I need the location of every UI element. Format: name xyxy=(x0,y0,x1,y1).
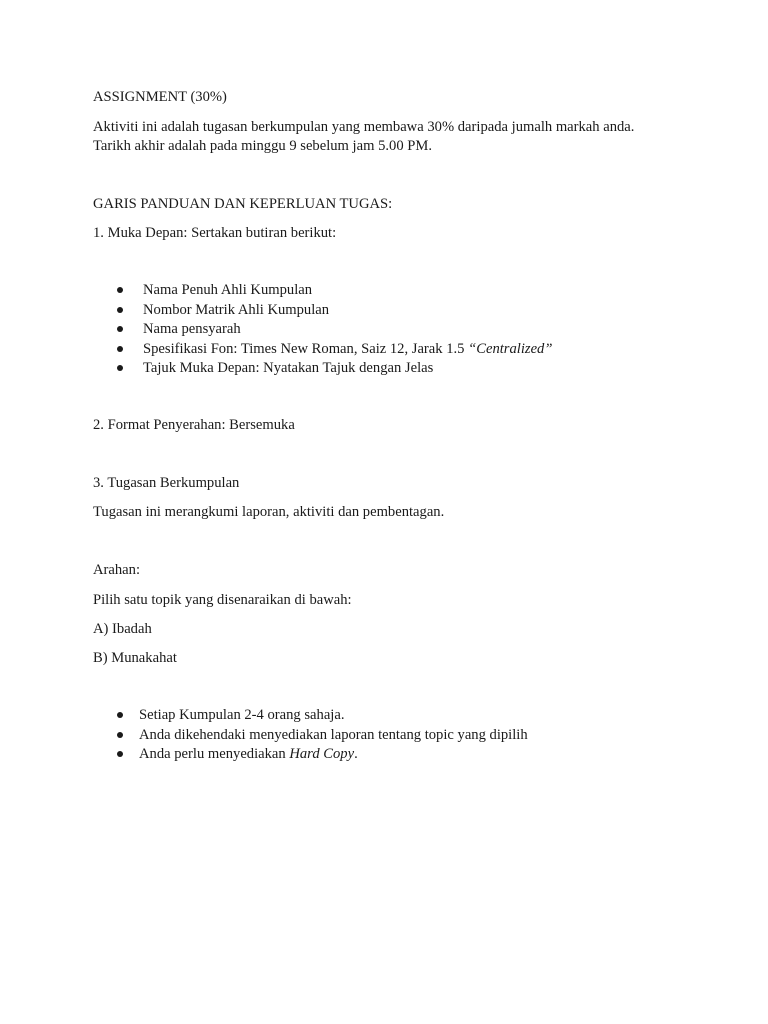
list-item-text xyxy=(139,745,358,764)
font-spec-text: Spesifikasi Fon: Times New Roman, Saiz 12, Jarak 1.5 xyxy=(143,340,469,357)
centralized-emphasis: “Centralized” xyxy=(468,340,553,357)
hard-copy-suffix: . xyxy=(354,746,358,762)
section-1-heading: 1. Muka Depan: Sertakan butiran berikut: xyxy=(93,225,337,241)
section-3-heading: 3. Tugasan Berkumpulan xyxy=(93,475,240,491)
bullet-icon xyxy=(117,307,123,313)
bullet-icon xyxy=(117,287,123,293)
list-item-text: Nombor Matrik Ahli Kumpulan xyxy=(143,301,330,318)
list-item-text: Tajuk Muka Depan: Nyatakan Tajuk dengan Jelas xyxy=(143,360,434,376)
list-item-text: Nama Penuh Ahli Kumpulan xyxy=(143,282,313,298)
assignment-title: ASSIGNMENT (30%) xyxy=(93,89,227,105)
topic-option-b: B) Munakahat xyxy=(93,650,177,666)
section-2-heading: 2. Format Penyerahan: Bersemuka xyxy=(93,417,295,433)
guidelines-heading: GARIS PANDUAN DAN KEPERLUAN TUGAS: xyxy=(93,196,393,212)
intro-line-1: Aktiviti ini adalah tugasan berkumpulan yang membawa 30% daripada jumalh markah anda. xyxy=(93,119,635,135)
topic-option-a: A) Ibadah xyxy=(93,621,152,637)
bullet-icon xyxy=(117,365,123,371)
bullet-icon xyxy=(117,326,123,332)
list-item-text: Anda dikehendaki menyediakan laporan tentang topic yang dipilih xyxy=(139,726,528,743)
bullet-icon xyxy=(117,712,123,718)
bullet-icon xyxy=(117,732,123,738)
intro-line-2: Tarikh akhir adalah pada minggu 9 sebelum jam 5.00 PM. xyxy=(93,138,433,154)
list-item-text xyxy=(143,340,552,359)
instructions-prompt: Pilih satu topik yang disenaraikan di bawah: xyxy=(93,592,352,608)
bullet-icon xyxy=(117,751,123,757)
list-item-text: Setiap Kumpulan 2-4 orang sahaja. xyxy=(139,707,345,723)
list-item-text: Nama pensyarah xyxy=(143,321,241,337)
instructions-heading: Arahan: xyxy=(93,562,141,578)
hard-copy-prefix: Anda perlu menyediakan xyxy=(139,746,290,762)
hard-copy-emphasis: Hard Copy xyxy=(289,746,355,762)
bullet-icon xyxy=(117,346,123,352)
section-3-description: Tugasan ini merangkumi laporan, aktiviti dan pembentagan. xyxy=(93,504,445,520)
